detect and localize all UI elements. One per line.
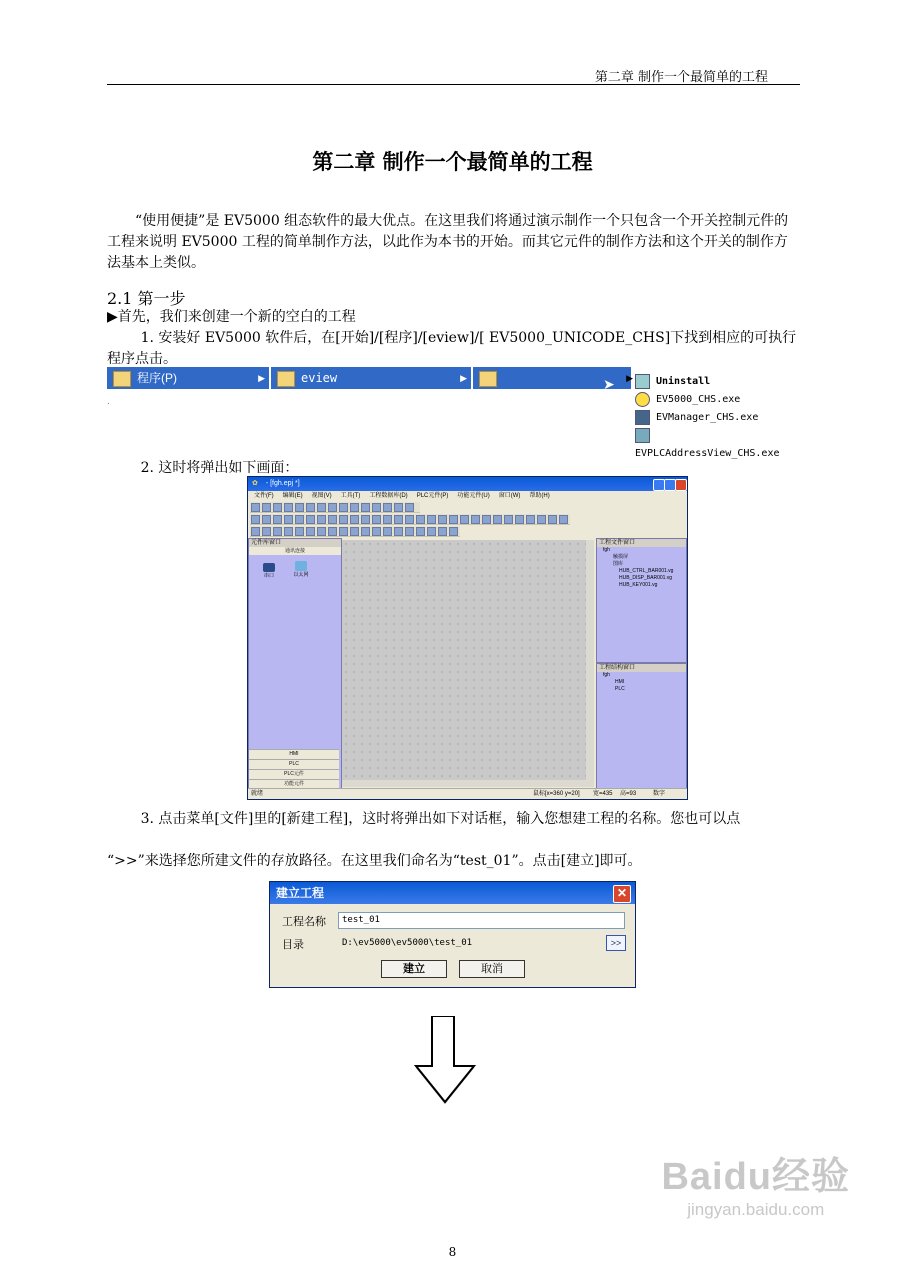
canvas-horizontal-scrollbar[interactable] xyxy=(342,780,594,787)
app-titlebar: ✿ - [fgh.epj *] xyxy=(248,477,687,491)
library-panel-title: 元件库窗口 xyxy=(249,539,341,547)
ev5000-app-icon xyxy=(635,392,650,407)
header-rule xyxy=(107,84,800,85)
dialog-titlebar: 建立工程 xyxy=(270,882,635,904)
menu-eview-item[interactable]: eview ▶ xyxy=(271,367,471,389)
baidu-logo-text: Baidu经验 xyxy=(661,1156,850,1198)
ev5000-submenu xyxy=(635,373,795,459)
mouse-cursor-icon: ➤ xyxy=(603,376,615,392)
evplc-app-icon xyxy=(635,428,650,443)
directory-input[interactable]: D:\ev5000\ev5000\test_01 xyxy=(338,935,603,952)
eview-folder-icon xyxy=(277,371,295,387)
intro-paragraph: “使用便捷”是 EV5000 组态软件的最大优点。在这里我们将通过演示制作一个只包含一个开关控制元件的工程来说明 EV5000 工程的简单制作方法，以此作为本书的开始。而其它元件的制作方法和这个开关的制作方法基本上类似。 xyxy=(107,213,789,271)
library-tab-plc[interactable]: PLC xyxy=(249,759,339,769)
serial-port-icon xyxy=(263,563,275,572)
chapter-title: 第二章 制作一个最简单的工程 xyxy=(312,149,593,174)
submenu-arrow-icon: ▶ xyxy=(626,373,633,383)
struct-node-plc[interactable]: PLC xyxy=(615,686,625,692)
dialog-close-button[interactable]: ✕ xyxy=(613,885,631,903)
start-menu-screenshot: 程序(P) ▶ eview ▶ EV5000_UNICODE_CHS ➤ ▶ . Uninstall EV5000_CHS.exe EVManager_CHS.exe EVPLCAddressView_CHS.exe xyxy=(107,367,795,445)
status-width: 宽=435 xyxy=(593,791,613,797)
programs-folder-icon xyxy=(113,371,131,387)
menu-function-parts[interactable]: 功能元件(U) xyxy=(457,493,490,499)
uninstall-icon xyxy=(635,374,650,389)
library-tab-function-parts[interactable]: 功能元件 xyxy=(249,779,339,789)
struct-node-hmi[interactable]: HMI xyxy=(615,679,625,685)
library-tab-hmi[interactable]: HMI xyxy=(249,749,339,759)
submenu-item-uninstall[interactable]: Uninstall xyxy=(635,373,795,391)
library-group-comm[interactable]: 通讯连接 xyxy=(249,547,341,555)
status-mode: 数字 xyxy=(653,791,666,797)
struct-node-root[interactable]: fgh xyxy=(603,672,610,678)
step-3-text-b: “>>”来选择您所建文件的存放路径。在这里我们命名为“test_01”。点击[建立]即可。 xyxy=(107,853,642,869)
tree-node-root[interactable]: fgh xyxy=(603,547,610,553)
down-arrow-icon xyxy=(414,1016,494,1108)
menu-window[interactable]: 窗口(W) xyxy=(498,493,521,499)
ethernet-icon xyxy=(295,561,307,571)
menu-edit[interactable]: 编辑(E) xyxy=(282,493,303,499)
toolbar-format[interactable] xyxy=(250,514,570,525)
submenu-item-evmanager[interactable]: EVManager_CHS.exe xyxy=(635,409,795,427)
running-header: 第二章 制作一个最简单的工程 xyxy=(594,70,768,85)
section-lead: ▶首先，我们来创建一个新的空白的工程 xyxy=(107,309,356,325)
toolbar-draw[interactable] xyxy=(250,526,460,537)
app-statusbar xyxy=(248,788,687,799)
browse-button[interactable]: >> xyxy=(606,935,626,951)
project-structure-panel xyxy=(596,663,687,789)
step-1-text: 1. 安装好 EV5000 软件后，在[开始]/[程序]/[eview]/[ EV5000_UNICODE_CHS]下找到相应的可执行程序点击。 xyxy=(107,330,797,367)
section-heading: 2.1 第一步 xyxy=(107,289,186,308)
status-height: 高=93 xyxy=(620,791,637,797)
step-2-text: 2. 这时将弹出如下画面： xyxy=(140,460,299,476)
directory-label: 目录 xyxy=(282,939,304,951)
new-project-dialog xyxy=(269,881,636,988)
create-button[interactable]: 建立 xyxy=(381,960,447,978)
menu-tools[interactable]: 工具(T) xyxy=(340,493,361,499)
project-file-panel xyxy=(596,538,687,663)
project-file-panel-title: 工程文件窗口 xyxy=(597,539,686,547)
library-panel xyxy=(248,538,342,789)
tree-node-file[interactable]: HUB_KEY001.vg xyxy=(619,582,658,588)
menu-file[interactable]: 文件(F) xyxy=(254,493,274,499)
project-name-input[interactable]: test_01 xyxy=(338,912,625,929)
close-button[interactable] xyxy=(675,479,687,491)
tree-node-file[interactable]: HUB_DISP_BAR001.vg xyxy=(619,575,673,581)
menu-help[interactable]: 帮助(H) xyxy=(529,493,550,499)
serial-port-item[interactable]: 串口 xyxy=(259,563,279,579)
step-3-text-a: 3. 点击菜单[文件]里的[新建工程]，这时将弹出如下对话框，输入您想建工程的名称。您也可以点 xyxy=(140,811,741,827)
design-canvas[interactable] xyxy=(342,540,586,780)
submenu-item-evplcaddressview[interactable]: EVPLCAddressView_CHS.exe xyxy=(635,427,795,445)
project-name-label: 工程名称 xyxy=(282,916,326,928)
app-menubar xyxy=(248,491,687,501)
menu-view[interactable]: 视图(V) xyxy=(311,493,332,499)
menu-ev5000-folder-item[interactable]: EV5000_UNICODE_CHS ➤ ▶ xyxy=(473,367,631,389)
baidu-url: jingyan.baidu.com xyxy=(687,1200,825,1219)
ev5000-folder-icon xyxy=(479,371,497,387)
submenu-arrow-icon: ▶ xyxy=(460,373,467,383)
cancel-button[interactable]: 取消 xyxy=(459,960,525,978)
tree-node-gallery[interactable]: 图库 xyxy=(613,561,624,567)
tree-node-touchscreen[interactable]: 触摸屏 xyxy=(613,554,629,560)
menu-plc-parts[interactable]: PLC元件(P) xyxy=(416,493,449,499)
submenu-arrow-icon: ▶ xyxy=(258,373,265,383)
library-tab-plc-parts[interactable]: PLC元件 xyxy=(249,769,339,779)
tree-node-file[interactable]: HUB_CTRL_BAR001.vg xyxy=(619,568,674,574)
evmanager-app-icon xyxy=(635,410,650,425)
canvas-vertical-scrollbar[interactable] xyxy=(586,540,594,780)
status-ready: 就绪 xyxy=(251,791,264,797)
submenu-item-ev5000[interactable]: EV5000_CHS.exe xyxy=(635,391,795,409)
ev5000-app-window xyxy=(247,476,688,800)
toolbar-standard[interactable] xyxy=(250,502,420,513)
menu-programs-item[interactable]: 程序(P) ▶ xyxy=(107,367,269,389)
baidu-watermark xyxy=(661,1145,850,1220)
app-logo-icon: ✿ xyxy=(252,480,258,487)
ethernet-item[interactable]: 以太网 xyxy=(289,561,313,578)
menu-database[interactable]: 工程数据库(D) xyxy=(369,493,408,499)
status-mouse-position: 鼠标[x=360 y=20] xyxy=(533,791,580,797)
page-number: 8 xyxy=(448,1245,457,1259)
project-structure-panel-title: 工程结构窗口 xyxy=(597,664,686,672)
